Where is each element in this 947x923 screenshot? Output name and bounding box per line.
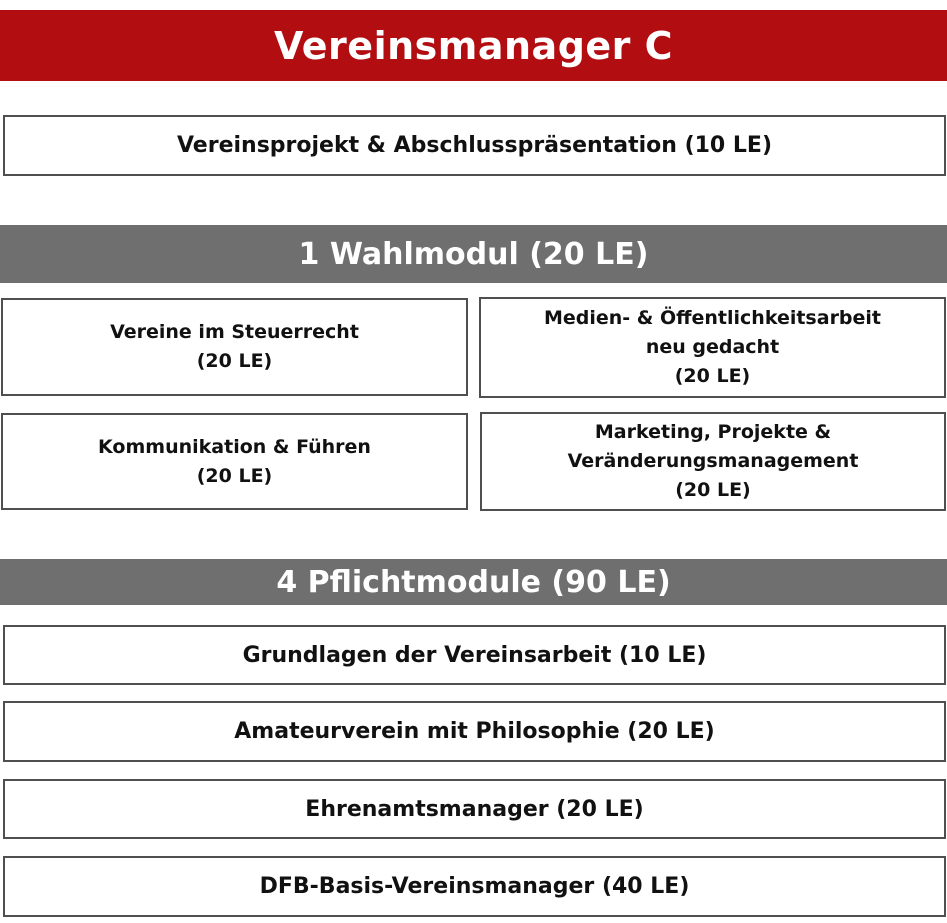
elective-module-line: Vereine im Steuerrecht — [110, 321, 359, 343]
elective-section-title: 1 Wahlmodul (20 LE) — [298, 236, 649, 272]
mandatory-section-header — [0, 559, 947, 605]
elective-module-box — [1, 298, 468, 396]
elective-module-line: (20 LE) — [674, 365, 751, 387]
project-module-label: Vereinsprojekt & Abschlusspräsentation (10 LE) — [176, 133, 772, 158]
elective-module-line: (20 LE) — [196, 464, 273, 487]
elective-module-box — [479, 297, 946, 398]
elective-module-box — [480, 412, 946, 511]
page-title-banner — [0, 10, 947, 81]
mandatory-module-box — [3, 779, 946, 839]
mandatory-section-title: 4 Pflichtmodule (90 LE) — [276, 564, 671, 600]
mandatory-module-box — [3, 701, 946, 762]
elective-module-line: (20 LE) — [675, 479, 751, 501]
page-title: Vereinsmanager C — [273, 23, 674, 68]
elective-module-line: Medien- & Öffentlichkeitsarbeit — [543, 307, 882, 329]
elective-section-header — [0, 225, 947, 283]
mandatory-module-label: Grundlagen der Vereinsarbeit (10 LE) — [242, 642, 707, 668]
elective-module-box — [1, 413, 468, 510]
mandatory-module-label: DFB-Basis-Vereinsmanager (40 LE) — [259, 874, 690, 899]
elective-module-line: Kommunikation & Führen — [98, 435, 371, 458]
mandatory-module-box — [3, 625, 946, 685]
mandatory-module-label: Amateurverein mit Philosophie (20 LE) — [234, 719, 715, 744]
project-module-box — [3, 115, 946, 176]
mandatory-module-box — [3, 856, 946, 917]
elective-module-line: (20 LE) — [196, 350, 273, 372]
elective-module-line: Veränderungsmanagement — [567, 450, 859, 472]
elective-module-line: Marketing, Projekte & — [594, 421, 832, 443]
mandatory-module-label: Ehrenamtsmanager (20 LE) — [305, 796, 644, 822]
elective-module-line: neu gedacht — [645, 336, 780, 358]
